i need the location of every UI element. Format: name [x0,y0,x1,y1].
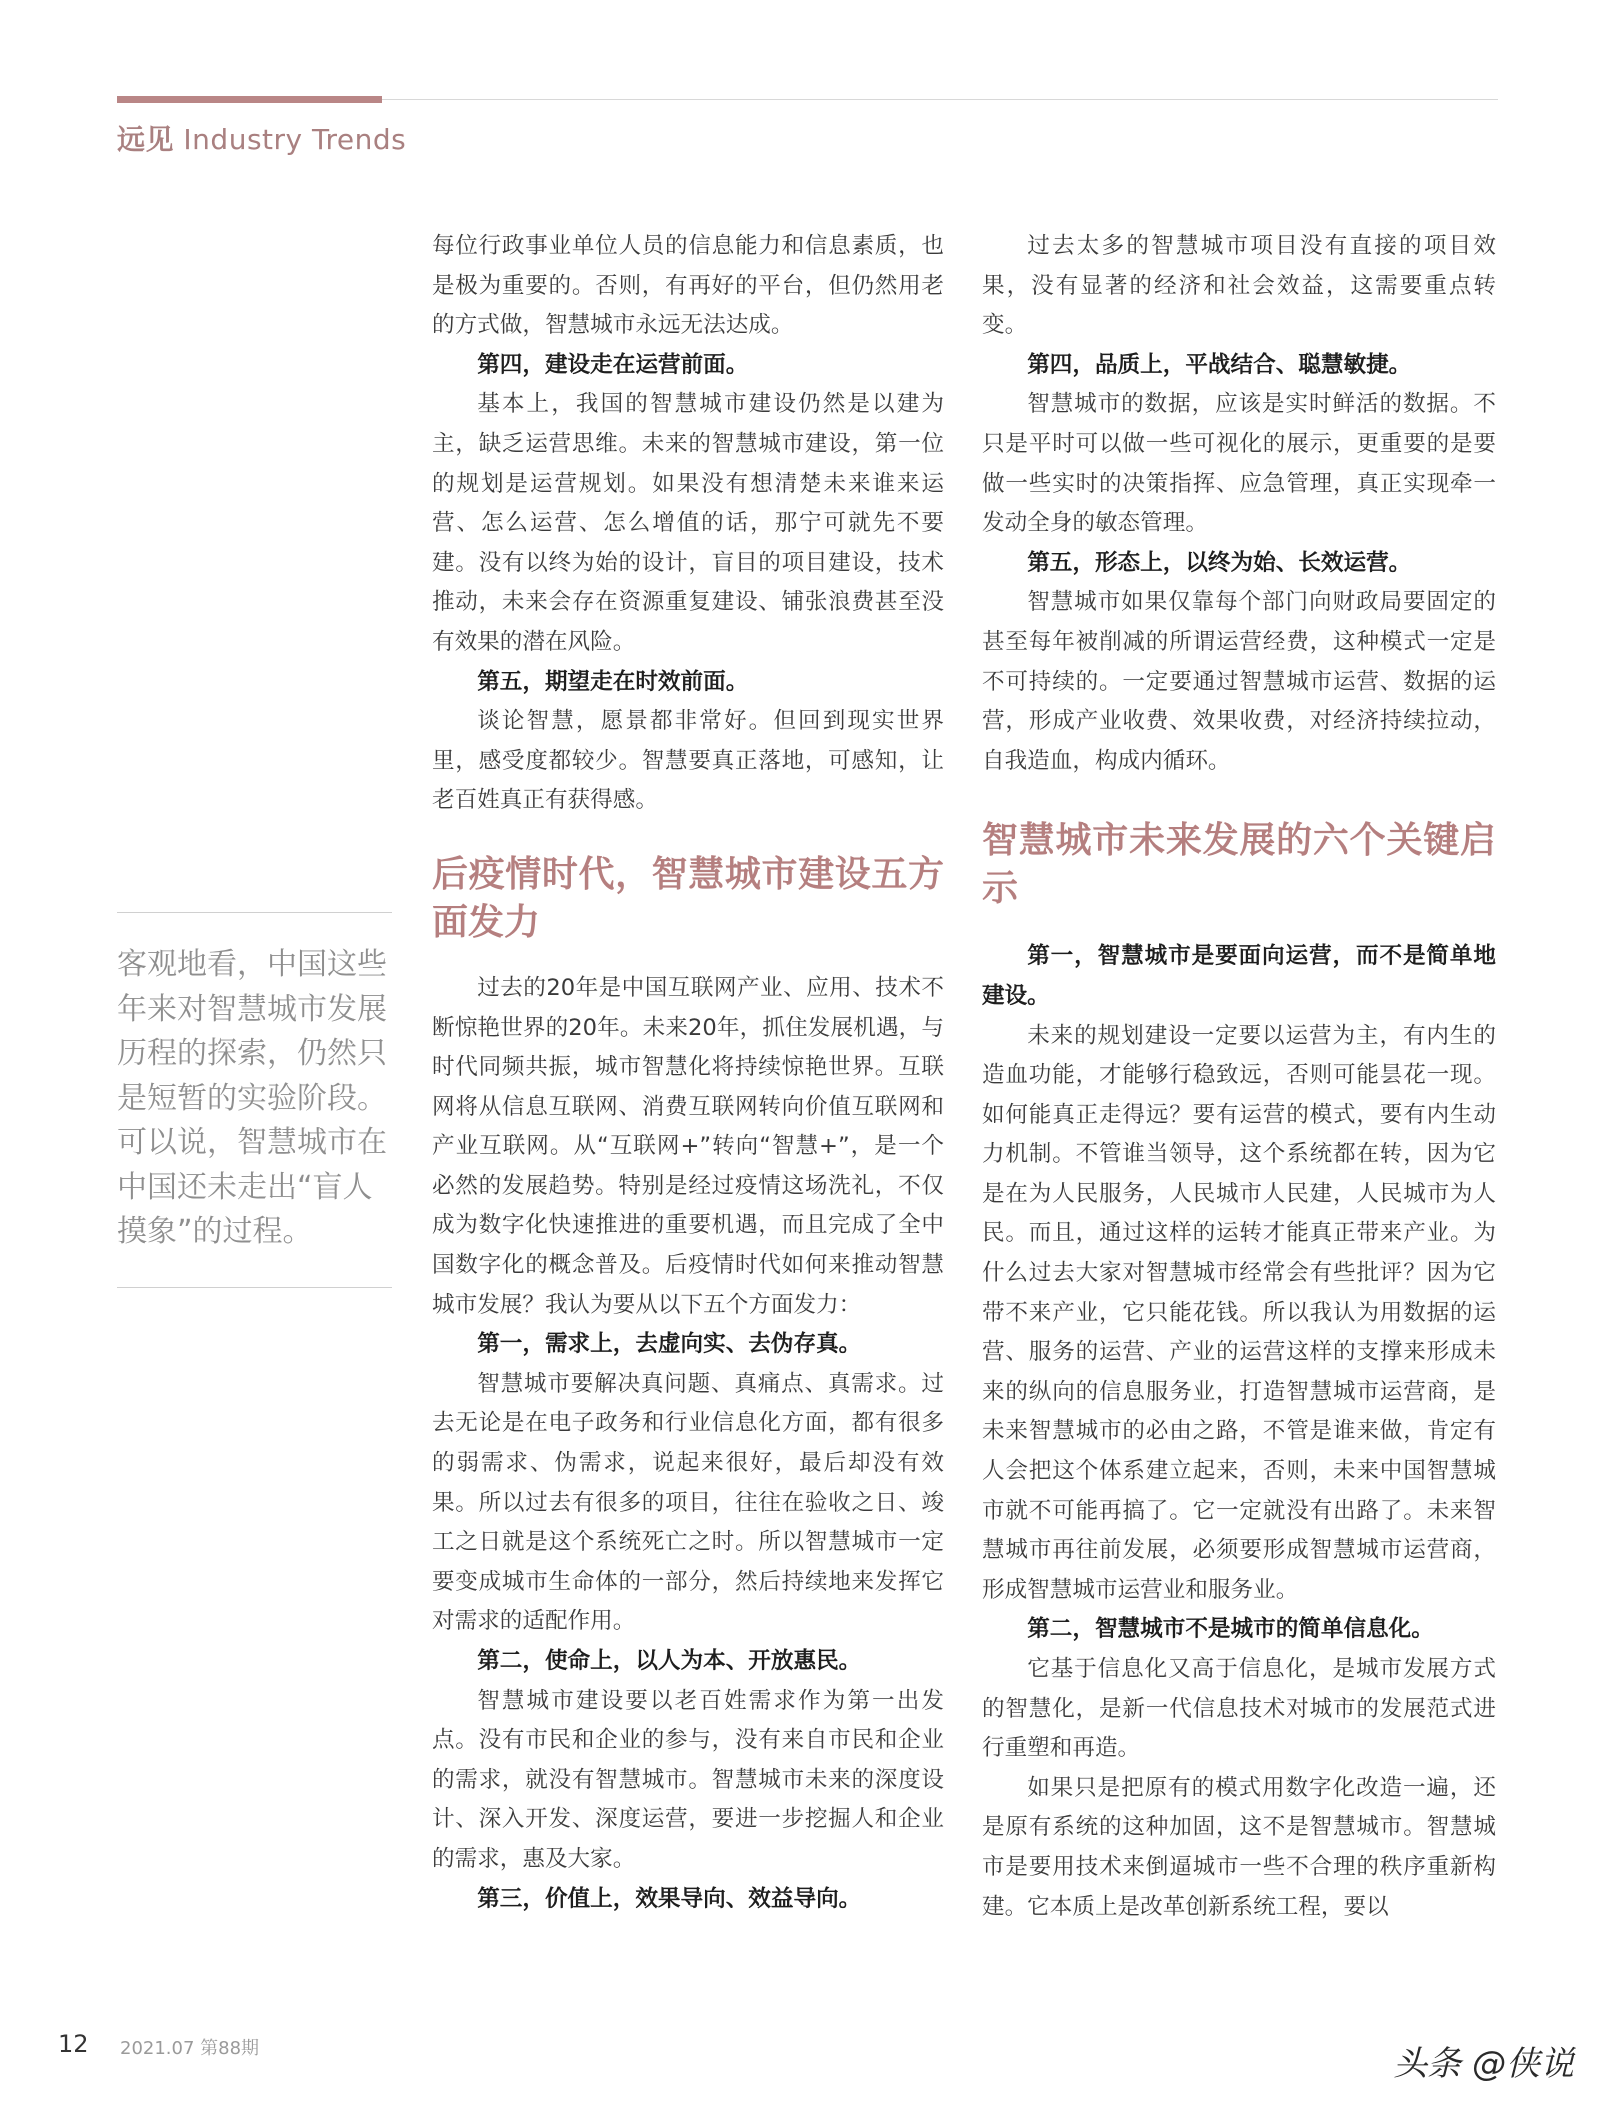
paragraph: 智慧城市要解决真问题、真痛点、真需求。过去无论是在电子政务和行业信息化方面，都有很多的弱需求、伪需求，说起来很好，最后却没有效果。所以过去有很多的项目，往往在验收之日、竣工之日就是这个系统死亡之时。所以智慧城市一定要变成城市生命体的一部分，然后持续地来发挥它对需求的适配作用。 [432,1370,944,1635]
subheading: 第四，建设走在运营前面。 [477,351,749,378]
right-column [982,227,1496,1927]
subheading: 第五，形态上，以终为始、长效运营。 [1027,549,1412,576]
paragraph: 基本上，我国的智慧城市建设仍然是以建为主，缺乏运营思维。未来的智慧城市建设，第一位的规划是运营规划。如果没有想清楚未来谁来运营、怎么运营、怎么增值的话，那宁可就先不要建。没有以终为始的设计，盲目的项目建设，技术推动，未来会存在资源重复建设、铺张浪费甚至没有效果的潜在风险。 [432,391,944,655]
section-title: 智慧城市未来发展的六个关键启示 [982,820,1496,910]
subheading: 第五，期望走在时效前面。 [477,668,749,695]
header-divider [382,99,1498,100]
subheading: 第一，需求上，去虚向实、去伪存真。 [477,1331,862,1358]
paragraph: 未来的规划建设一定要以运营为主，有内生的造血功能，才能够行稳致远，否则可能昙花一现。如何能真正走得远？要有运营的模式，要有内生动力机制。不管谁当领导，这个系统都在转，因为它是在为人民服务，人民城市人民建，人民城市为人民。而且，通过这样的运转才能真正带来产业。为什么过去大家对智慧城市经常会有些批评？因为它带不来产业，它只能花钱。所以我认为用数据的运营、服务的运营、产业的运营这样的支撑来形成未来的纵向的信息服务业，打造智慧城市运营商，是未来智慧城市的必由之路，不管是谁来做，肯定有人会把这个体系建立起来，否则，未来中国智慧城市就不可能再搞了。它一定就没有出路了。未来智慧城市再往前发展，必须要形成智慧城市运营商，形成智慧城市运营业和服务业。 [982,1022,1496,1603]
pull-quote-box [117,912,392,1288]
pull-quote-top-rule [117,912,392,913]
subheading: 第二，使命上，以人为本、开放惠民。 [477,1648,862,1674]
paragraph: 如果只是把原有的模式用数字化改造一遍，还是原有系统的这种加固，这不是智慧城市。智慧城市是要用技术来倒逼城市一些不合理的秩序重新构建。它本质上是改革创新系统工程，要以 [982,1774,1496,1920]
paragraph: 过去的20年是中国互联网产业、应用、技术不断惊艳世界的20年。未来20年，抓住发展机遇，与时代同频共振，城市智慧化将持续惊艳世界。互联网将从信息互联网、消费互联网转向价值互联网和产业互联网。从“互联网+”转向“智慧+”，是一个必然的发展趋势。特别是经过疫情这场洗礼，不仅成为数字化快速推进的重要机遇，而且完成了全中国数字化的概念普及。后疫情时代如何来推动智慧城市发展？我认为要从以下五个方面发力： [432,974,944,1318]
paragraph: 每位行政事业单位人员的信息能力和信息素质，也是极为重要的。否则，有再好的平台，但仍然用老的方式做，智慧城市永远无法达成。 [432,233,944,339]
paragraph: 智慧城市如果仅靠每个部门向财政局要固定的甚至每年被削减的所谓运营经费，这种模式一定是不可持续的。一定要通过智慧城市运营、数据的运营，形成产业收费、效果收费，对经济持续拉动，自我造血，构成内循环。 [982,589,1496,774]
paragraph: 智慧城市建设要以老百姓需求作为第一出发点。没有市民和企业的参与，没有来自市民和企业的需求，就没有智慧城市。智慧城市未来的深度设计、深入开发、深度运营，要进一步挖掘人和企业的需求，惠及大家。 [432,1687,944,1872]
section-label-en: Industry Trends [183,123,407,156]
subheading: 第四，品质上，平战结合、聪慧敏捷。 [1027,351,1412,378]
issue-label: 2021.07 第88期 [120,2038,260,2059]
subheading: 第三，价值上，效果导向、效益导向。 [477,1885,862,1912]
section-label-cn: 远见 [117,123,175,156]
subheading: 第一，智慧城市是要面向运营，而不是简单地建设。 [982,943,1496,1009]
subheading: 第二，智慧城市不是城市的简单信息化。 [1027,1616,1434,1643]
left-column [432,227,944,1919]
paragraph: 谈论智慧，愿景都非常好。但回到现实世界里，感受度都较少。智慧要真正落地，可感知，让老百姓真正有获得感。 [432,708,944,814]
paragraph: 它基于信息化又高于信息化，是城市发展方式的智慧化，是新一代信息技术对城市的发展范式进行重塑和再造。 [982,1656,1496,1762]
page-number: 12 [58,2030,89,2058]
pull-quote: 客观地看，中国这些年来对智慧城市发展历程的探索，仍然只是短暂的实验阶段。可以说，智慧城市在中国还未走出“盲人摸象”的过程。 [117,947,387,1249]
header-accent-bar [117,96,382,103]
section-title: 后疫情时代，智慧城市建设五方面发力 [432,853,944,943]
paragraph: 智慧城市的数据，应该是实时鲜活的数据。不只是平时可以做一些可视化的展示，更重要的是要做一些实时的决策指挥、应急管理，真正实现牵一发动全身的敏态管理。 [982,391,1496,537]
pull-quote-bottom-rule [117,1287,392,1288]
watermark: 头条 @侠说 [1393,2044,1574,2084]
paragraph: 过去太多的智慧城市项目没有直接的项目效果，没有显著的经济和社会效益，这需要重点转变。 [982,233,1496,339]
section-label [117,118,406,158]
